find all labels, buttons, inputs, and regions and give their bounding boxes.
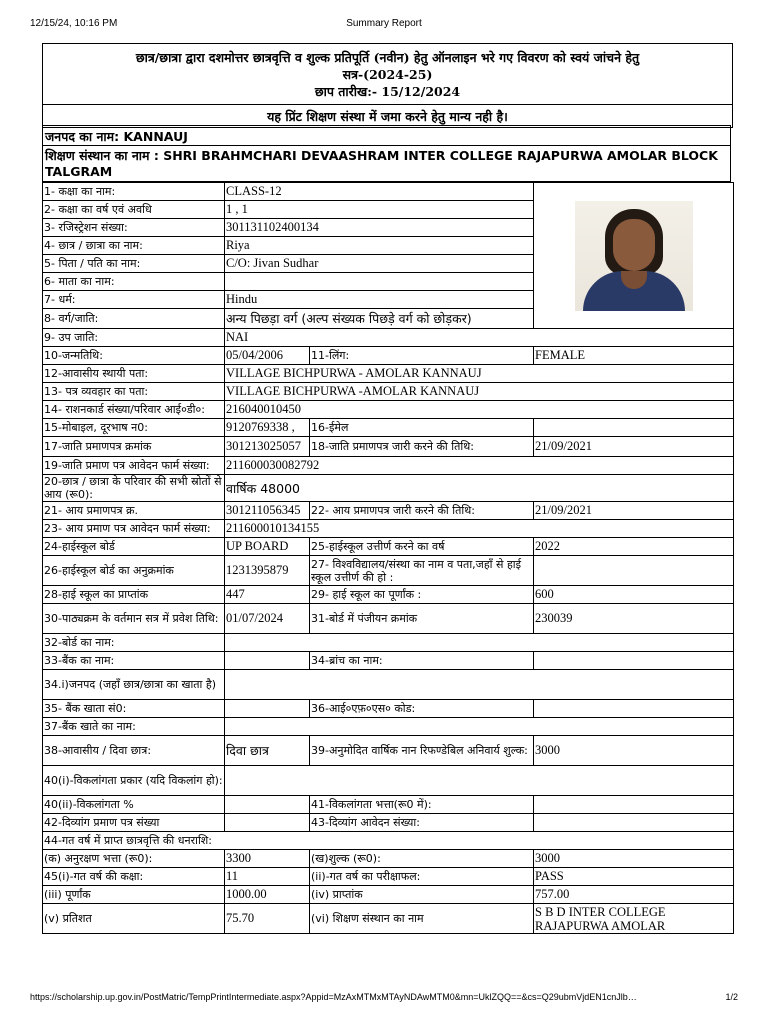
- field-value: 301213025057: [225, 437, 310, 457]
- field-label: 33-बैंक का नाम:: [43, 652, 225, 670]
- field-value: [225, 766, 734, 796]
- table-row: [43, 814, 734, 832]
- field-value: [534, 814, 734, 832]
- student-photo: [575, 201, 693, 311]
- field-label: 42-दिव्यांग प्रमाण पत्र संख्या: [43, 814, 225, 832]
- field-label: 1- कक्षा का नाम:: [43, 183, 225, 201]
- field-value: 11: [225, 868, 310, 886]
- field-label: 34-ब्रांच का नाम:: [310, 652, 534, 670]
- field-label: 13- पत्र व्यवहार का पता:: [43, 383, 225, 401]
- print-date-label: छाप तारीख:- 15/12/2024: [314, 83, 461, 99]
- field-value: 301131102400134: [225, 219, 534, 237]
- field-value: [225, 718, 734, 736]
- table-row: [43, 538, 734, 556]
- field-label: 41-विकलांगता भत्ता(रू0 में):: [310, 796, 534, 814]
- table-row: [43, 401, 734, 419]
- field-label: 6- माता का नाम:: [43, 273, 225, 291]
- table-row: [43, 183, 734, 201]
- field-value: 211600030082792: [225, 457, 734, 475]
- field-label: 26-हाईस्कूल बोर्ड का अनुक्रमांक: [43, 556, 225, 586]
- field-label: 40(ii)-विकलांगता %: [43, 796, 225, 814]
- field-label: 24-हाईस्कूल बोर्ड: [43, 538, 225, 556]
- field-value: UP BOARD: [225, 538, 310, 556]
- print-header: [0, 18, 768, 34]
- field-value: [225, 796, 310, 814]
- table-row: [43, 502, 734, 520]
- field-label: 39-अनुमोदित वार्षिक नान रिफण्डेबिल अनिवार्य शुल्क:: [310, 736, 534, 766]
- table-row: [43, 850, 734, 868]
- table-row: [43, 586, 734, 604]
- field-value: 2022: [534, 538, 734, 556]
- field-label: 14- राशनकार्ड संख्या/परिवार आई०डी०:: [43, 401, 225, 419]
- table-row: [43, 556, 734, 586]
- table-row: [43, 652, 734, 670]
- table-row: [43, 347, 734, 365]
- field-label: 5- पिता / पति का नाम:: [43, 255, 225, 273]
- field-label: 27- विश्वविद्यालय/संस्था का नाम व पता,जहाँ से हाई स्कूल उत्तीर्ण की हो :: [310, 556, 534, 586]
- table-row: [43, 457, 734, 475]
- field-value: [225, 670, 734, 700]
- field-label: (ii)-गत वर्ष का परीक्षाफल:: [310, 868, 534, 886]
- field-value: 301211056345: [225, 502, 310, 520]
- field-label: 38-आवासीय / दिवा छात्र:: [43, 736, 225, 766]
- field-value: [225, 700, 310, 718]
- field-value: 9120769338 ,: [225, 419, 310, 437]
- field-label: 28-हाई स्कूल का प्राप्तांक: [43, 586, 225, 604]
- field-label: 43-दिव्यांग आवेदन संख्या:: [310, 814, 534, 832]
- field-value: 21/09/2021: [534, 437, 734, 457]
- field-value: 1000.00: [225, 886, 310, 904]
- field-label: (iii) पूर्णांक: [43, 886, 225, 904]
- field-value: 447: [225, 586, 310, 604]
- field-label: 36-आई०एफ़०एस० कोड:: [310, 700, 534, 718]
- table-row: [43, 796, 734, 814]
- field-label: (iv) प्राप्तांक: [310, 886, 534, 904]
- field-label: 31-बोर्ड में पंजीयन क्रमांक: [310, 604, 534, 634]
- field-label: 2- कक्षा का वर्ष एवं अवधि: [43, 201, 225, 219]
- field-value: FEMALE: [534, 347, 734, 365]
- field-label: (v) प्रतिशत: [43, 904, 225, 934]
- field-label: (vi) शिक्षण संस्थान का नाम: [310, 904, 534, 934]
- page-url: https://scholarship.up.gov.in/PostMatric/TempPrintIntermediate.aspx?Appid=MzAxMTMxMTAyNDAwMTM0&mn=UklZQQ==&cs=Q29ubmVjdEN1cnJlb…: [30, 992, 637, 1002]
- table-row: [43, 700, 734, 718]
- table-row: [43, 886, 734, 904]
- field-value: 3000: [534, 850, 734, 868]
- field-value: C/O: Jivan Sudhar: [225, 255, 534, 273]
- form-title: छात्र/छात्रा द्वारा दशमोत्तर छात्रवृत्ति व शुल्क प्रतिपूर्ति (नवीन) हेतु ऑनलाइन भरे गए विवरण को स्वयं जांचने हेतु: [135, 49, 640, 65]
- field-label: 34.i)जनपद (जहाँ छात्र/छात्रा का खाता है): [43, 670, 225, 700]
- field-label: 40(i)-विकलांगता प्रकार (यदि विकलांग हो):: [43, 766, 225, 796]
- field-value: [225, 634, 734, 652]
- field-value: 1 , 1: [225, 201, 534, 219]
- field-label: 10-जन्मतिथि:: [43, 347, 225, 365]
- field-value: Riya: [225, 237, 534, 255]
- field-value: अन्य पिछड़ा वर्ग (अल्प संख्यक पिछड़े वर्ग को छोड़कर): [225, 309, 534, 329]
- field-label: 32-बोर्ड का नाम:: [43, 634, 225, 652]
- field-value: दिवा छात्र: [225, 736, 310, 766]
- table-row: [43, 868, 734, 886]
- field-label: 35- बैंक खाता सं0:: [43, 700, 225, 718]
- field-label: 9- उप जाति:: [43, 329, 225, 347]
- field-value: [225, 273, 534, 291]
- field-label: 11-लिंग:: [310, 347, 534, 365]
- field-value: [225, 814, 310, 832]
- field-label: 3- रजिस्ट्रेशन संख्या:: [43, 219, 225, 237]
- field-value: वार्षिक 48000: [225, 475, 734, 502]
- field-label: 17-जाति प्रमाणपत्र क्रमांक: [43, 437, 225, 457]
- field-label: 30-पाठ्यक्रम के वर्तमान सत्र में प्रवेश तिथि:: [43, 604, 225, 634]
- field-value: CLASS-12: [225, 183, 534, 201]
- table-row: [43, 437, 734, 457]
- field-value: 757.00: [534, 886, 734, 904]
- field-value: 3000: [534, 736, 734, 766]
- field-value: 3300: [225, 850, 310, 868]
- field-value: VILLAGE BICHPURWA -AMOLAR KANNAUJ: [225, 383, 734, 401]
- field-value: [534, 419, 734, 437]
- field-value: Hindu: [225, 291, 534, 309]
- print-title: Summary Report: [346, 18, 422, 29]
- table-row: [43, 365, 734, 383]
- field-value: NAI: [225, 329, 734, 347]
- field-value: 21/09/2021: [534, 502, 734, 520]
- field-label: 29- हाई स्कूल का पूर्णांक :: [310, 586, 534, 604]
- field-value: 1231395879: [225, 556, 310, 586]
- field-label: 21- आय प्रमाणपत्र क्र.: [43, 502, 225, 520]
- table-row: [43, 419, 734, 437]
- field-label: (ख)शुल्क (रू0):: [310, 850, 534, 868]
- table-row: [43, 520, 734, 538]
- field-label: 20-छात्र / छात्रा के परिवार की सभी स्रोतों से आय (रू0):: [43, 475, 225, 502]
- field-label: (क) अनुरक्षण भत्ता (रू0):: [43, 850, 225, 868]
- table-row: [43, 329, 734, 347]
- table-row: [43, 475, 734, 502]
- field-value: VILLAGE BICHPURWA - AMOLAR KANNAUJ: [225, 365, 734, 383]
- field-label: 25-हाईस्कूल उत्तीर्ण करने का वर्ष: [310, 538, 534, 556]
- form-header: [42, 43, 733, 128]
- field-label: 18-जाति प्रमाणपत्र जारी करने की तिथि:: [310, 437, 534, 457]
- field-value: 230039: [534, 604, 734, 634]
- field-label: 7- धर्म:: [43, 291, 225, 309]
- field-label: 16-ईमेल: [310, 419, 534, 437]
- field-value: [534, 556, 734, 586]
- table-row: [43, 832, 734, 850]
- table-row: [43, 766, 734, 796]
- field-value: [534, 652, 734, 670]
- field-value: S B D INTER COLLEGE RAJAPURWA AMOLAR: [534, 904, 734, 934]
- table-row: [43, 634, 734, 652]
- field-label: 22- आय प्रमाणपत्र जारी करने की तिथि:: [310, 502, 534, 520]
- table-row: [43, 718, 734, 736]
- field-value: 600: [534, 586, 734, 604]
- field-value: PASS: [534, 868, 734, 886]
- institution-line: शिक्षण संस्थान का नाम : SHRI BRAHMCHARI DEVAASHRAM INTER COLLEGE RAJAPURWA AMOLAR BLOCK TALGRAM: [42, 146, 731, 182]
- field-value: 216040010450: [225, 401, 734, 419]
- print-datetime: 12/15/24, 10:16 PM: [30, 18, 118, 29]
- table-row: [43, 736, 734, 766]
- field-value: 05/04/2006: [225, 347, 310, 365]
- field-label: 45(i)-गत वर्ष की कक्षा:: [43, 868, 225, 886]
- field-label: 37-बैंक खाते का नाम:: [43, 718, 225, 736]
- field-value: [534, 700, 734, 718]
- field-value: 01/07/2024: [225, 604, 310, 634]
- field-label: 19-जाति प्रमाण पत्र आवेदन फार्म संख्या:: [43, 457, 225, 475]
- district-line: जनपद का नाम: KANNAUJ: [42, 125, 731, 146]
- table-row: [43, 904, 734, 934]
- table-row: [43, 604, 734, 634]
- field-label: 23- आय प्रमाण पत्र आवेदन फार्म संख्या:: [43, 520, 225, 538]
- field-label: 4- छात्र / छात्रा का नाम:: [43, 237, 225, 255]
- field-label: 12-आवासीय स्थायी पता:: [43, 365, 225, 383]
- field-value: 75.70: [225, 904, 310, 934]
- session-label: सत्र-(2024-25): [342, 66, 433, 82]
- notice-text: यह प्रिंट शिक्षण संस्था में जमा करने हेतु मान्य नही है।: [43, 105, 733, 128]
- field-value: [225, 652, 310, 670]
- page-number: 1/2: [725, 992, 738, 1002]
- field-value: 211600010134155: [225, 520, 734, 538]
- field-label: 8- वर्ग/जाति:: [43, 309, 225, 329]
- field-value: [534, 796, 734, 814]
- table-row: [43, 670, 734, 700]
- field-label: 15-मोबाइल, दूरभाष न0:: [43, 419, 225, 437]
- field-label: 44-गत वर्ष में प्राप्त छात्रवृत्ति की धनराशि:: [43, 832, 734, 850]
- details-grid: [42, 182, 733, 934]
- table-row: [43, 383, 734, 401]
